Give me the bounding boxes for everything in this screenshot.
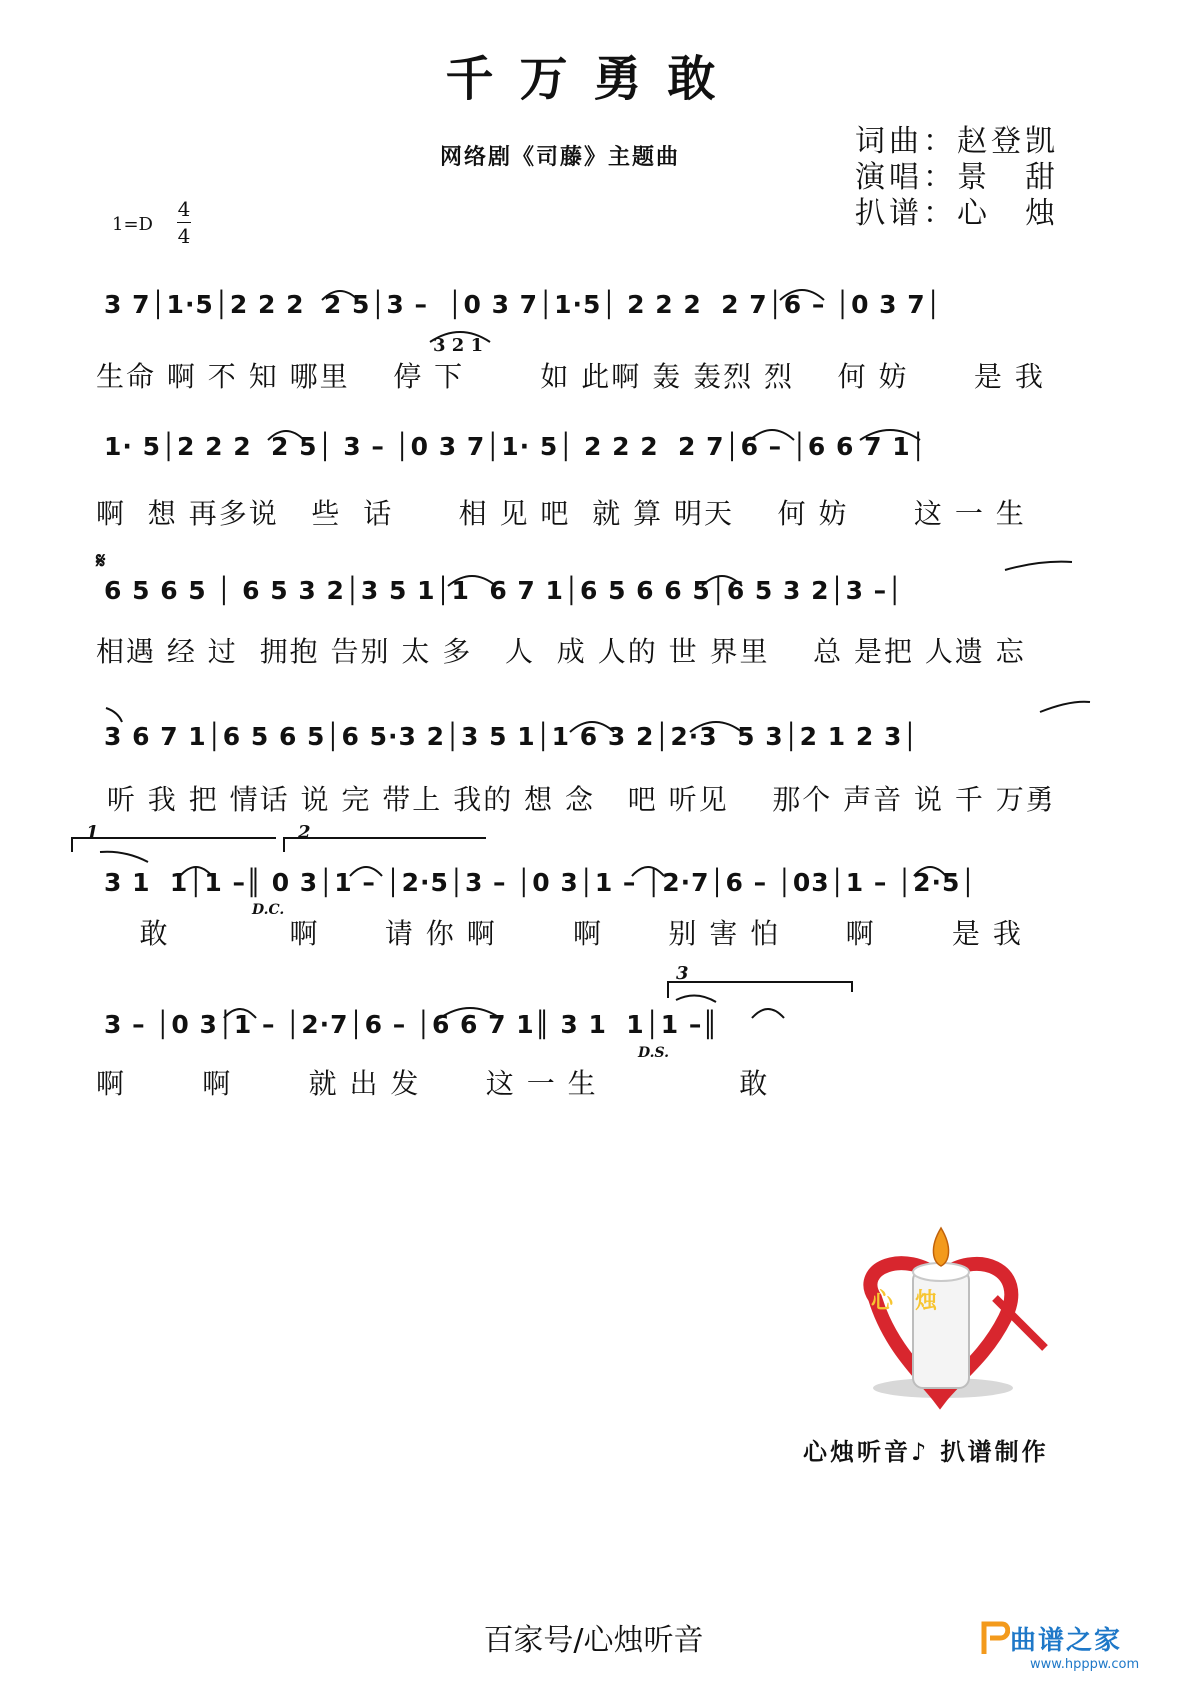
notation-line-4: 3 6 7 1│6 5 6 5│6 5·3 2│3 5 1│1 6 3 2│2·3 5 3│2 1 2 3│ xyxy=(104,722,919,751)
song-subtitle: 网络剧《司藤》主题曲 xyxy=(440,144,681,170)
time-signature-bottom: 4 xyxy=(177,224,191,248)
notation-line-2: 1· 5│2 2 2 2 5│ 3 – │0 3 7│1· 5│ 2 2 2 2 7│6 – │6 6 7 1│ xyxy=(104,432,927,461)
lyrics-line-4: 听 我 把 情话 说 完 带上 我的 想 念 吧 听见 那个 声音 说 千 万勇 xyxy=(96,783,1056,816)
credit-transcriber: 扒谱：心 烛 xyxy=(855,196,1059,231)
key-signature: 1=D xyxy=(112,214,153,235)
ending-2-label: 2 xyxy=(298,822,311,843)
segno-sign: 𝄋 xyxy=(96,548,106,574)
watermark-url: www.hpppw.com xyxy=(1030,1657,1140,1672)
song-title: 千万勇敢 xyxy=(445,51,742,107)
time-signature-top: 4 xyxy=(177,197,191,221)
lyrics-line-1: 生命 啊 不 知 哪里 停 下 如 此啊 轰 轰烈 烈 何 妨 是 我 xyxy=(96,360,1045,393)
lyrics-line-6: 啊 啊 就 出 发 这 一 生 敢 xyxy=(96,1067,770,1100)
candle-logo xyxy=(845,1208,1065,1418)
dc-mark: D.C. xyxy=(252,902,285,918)
credit-lyrics-music: 词曲：赵登凯 xyxy=(855,124,1059,159)
watermark-logo-icon xyxy=(980,1618,1010,1658)
notation-line-6: 3 – │0 3│1 – │2·7│6 – │6 6 7 1║ 3 1 1│1 –║ xyxy=(104,1010,719,1039)
transcription-credit: 心烛听音♪ 扒谱制作 xyxy=(803,1437,1049,1466)
ds-mark: D.S. xyxy=(638,1045,670,1061)
notation-line-3: 6 5 6 5 │ 6 5 3 2│3 5 1│1 6 7 1│6 5 6 6 5│6 5 3 2│3 –│ xyxy=(104,576,904,605)
notation-line-1: 3 7│1·5│2 2 2 2 5│3 – │0 3 7│1·5│ 2 2 2 2 7│6 – │0 3 7│ xyxy=(104,290,942,319)
notation-line-5: 3 1 1│1 –║ 0 3│1 – │2·5│3 – │0 3│1 – │2·7│6 – │03│1 – │2·5│ xyxy=(104,868,977,897)
lyrics-line-5: 敢 啊 请 你 啊 啊 别 害 怕 啊 是 我 xyxy=(96,917,1023,950)
logo-text: 心 烛 xyxy=(871,1288,938,1314)
footer-source: 百家号/心烛听音 xyxy=(483,1623,704,1658)
ending-1-label: 1 xyxy=(86,822,99,843)
ornament-notes: 3 2 1 xyxy=(433,335,484,356)
lyrics-line-3: 相遇 经 过 拥抱 告别 太 多 人 成 人的 世 界里 总 是把 人遗 忘 xyxy=(96,635,1026,668)
ending-3-label: 3 xyxy=(676,963,689,984)
lyrics-line-2: 啊 想 再多说 些 话 相 见 吧 就 算 明天 何 妨 这 一 生 xyxy=(96,497,1026,530)
credit-singer: 演唱：景 甜 xyxy=(855,160,1059,195)
watermark-site-name: 曲谱之家 xyxy=(1010,1626,1123,1656)
